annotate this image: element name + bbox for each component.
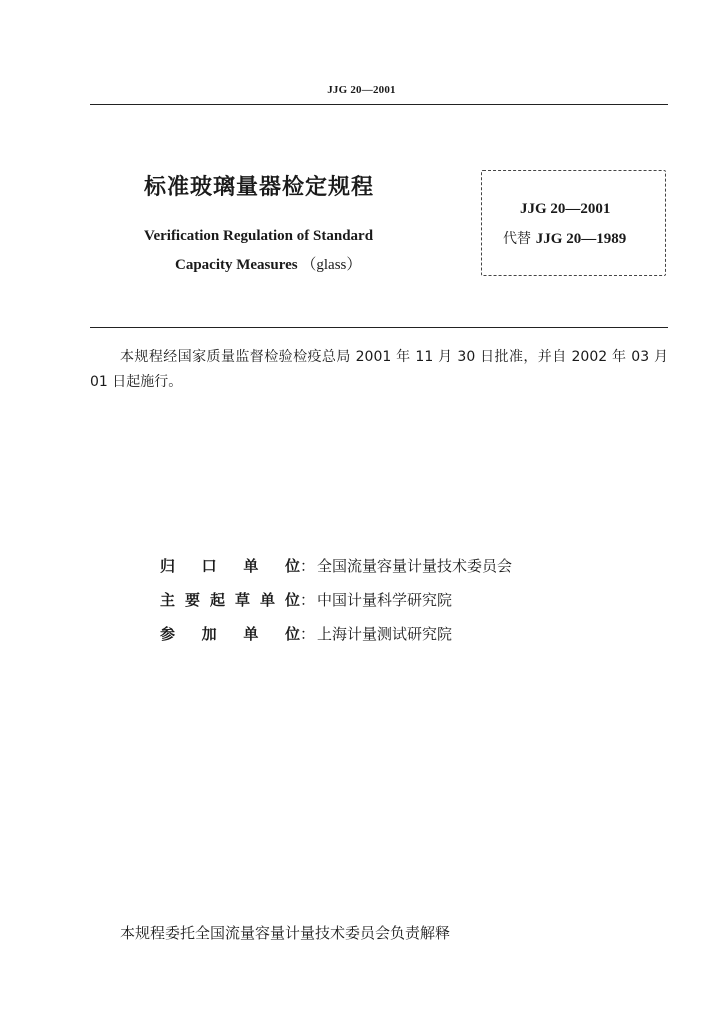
unit-label-char: 单 xyxy=(243,625,259,643)
header-rule xyxy=(90,104,668,105)
title-english-line2-paren: （glass） xyxy=(301,257,362,273)
approval-statement: 本规程经国家质量监督检验检疫总局 2001 年 11 月 30 日批准，并自 2002 年 03 月 01 日起施行。 xyxy=(90,349,668,390)
code-box-code: JJG 20—2001 xyxy=(520,201,611,217)
unit-value: 上海计量测试研究院 xyxy=(317,625,453,643)
unit-value: 中国计量科学研究院 xyxy=(317,591,453,609)
unit-label-char: 草 xyxy=(234,591,250,609)
unit-label xyxy=(160,555,300,576)
title-english-line2-main: Capacity Measures xyxy=(175,257,298,273)
unit-label-char: 起 xyxy=(209,591,225,609)
unit-label-char: 口 xyxy=(201,557,217,575)
code-box-replace-code: JJG 20—1989 xyxy=(535,231,627,247)
code-box-border xyxy=(481,170,666,276)
unit-colon: ： xyxy=(300,625,316,643)
unit-label-char: 单 xyxy=(243,557,259,575)
unit-row-participating xyxy=(160,623,512,657)
code-box-replace-word: 代替 xyxy=(503,231,531,247)
unit-label-char: 主 xyxy=(160,591,176,609)
unit-row-main-drafter xyxy=(160,589,512,623)
unit-label-char: 位 xyxy=(284,591,300,609)
title-english-line1: Verification Regulation of Standard xyxy=(144,228,374,244)
unit-label-char: 位 xyxy=(284,625,300,643)
unit-label-char: 单 xyxy=(259,591,275,609)
section-rule xyxy=(90,327,668,328)
title-english-line2 xyxy=(175,253,361,274)
responsible-units xyxy=(160,555,512,657)
unit-row-centralized xyxy=(160,555,512,589)
unit-colon: ： xyxy=(300,591,316,609)
interpretation-note: 本规程委托全国流量容量计量技术委员会负责解释 xyxy=(120,924,451,942)
unit-label-char: 要 xyxy=(184,591,200,609)
page-header-code: JJG 20—2001 xyxy=(327,84,396,96)
unit-label-char: 位 xyxy=(284,557,300,575)
unit-value: 全国流量容量计量技术委员会 xyxy=(317,557,513,575)
unit-label-char: 参 xyxy=(160,625,176,643)
unit-label-char: 归 xyxy=(160,557,176,575)
title-chinese: 标准玻璃量器检定规程 xyxy=(144,175,375,200)
unit-colon: ： xyxy=(300,557,316,575)
code-box-replace xyxy=(503,228,626,248)
unit-label-char: 加 xyxy=(201,625,217,643)
unit-label xyxy=(160,589,300,610)
unit-label xyxy=(160,623,300,644)
